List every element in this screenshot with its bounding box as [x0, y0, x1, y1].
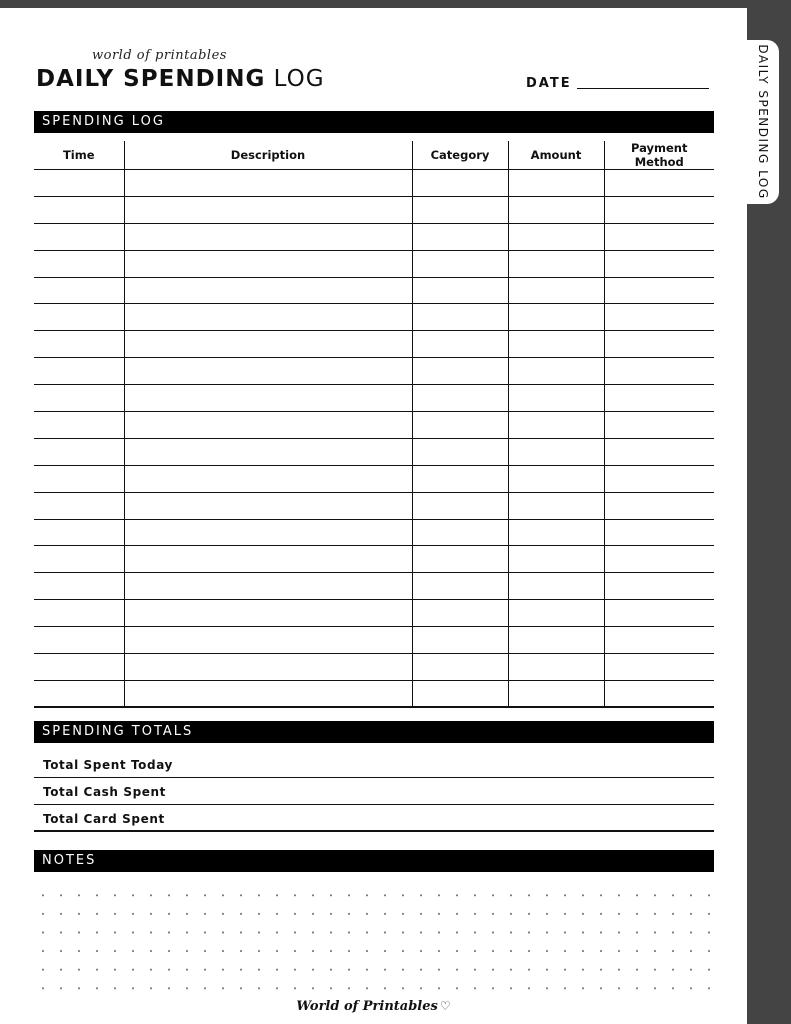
table-cell[interactable] [412, 519, 508, 546]
table-cell[interactable] [412, 412, 508, 439]
table-cell[interactable] [412, 250, 508, 277]
table-row [34, 250, 714, 277]
table-cell[interactable] [508, 438, 604, 465]
table-cell[interactable] [34, 654, 124, 681]
column-header-category: Category [412, 141, 508, 170]
table-row [34, 519, 714, 546]
table-cell[interactable] [412, 223, 508, 250]
table-cell[interactable] [124, 250, 412, 277]
heart-icon: ♡ [439, 999, 451, 1013]
table-cell[interactable] [508, 170, 604, 197]
table-cell[interactable] [604, 196, 714, 223]
spending-totals [34, 751, 714, 832]
table-cell[interactable] [412, 600, 508, 627]
table-cell[interactable] [412, 546, 508, 573]
table-cell[interactable] [508, 654, 604, 681]
table-row [34, 358, 714, 385]
table-cell[interactable] [412, 331, 508, 358]
table-cell[interactable] [604, 223, 714, 250]
spending-log-rows [34, 170, 714, 708]
table-cell[interactable] [34, 223, 124, 250]
table-cell[interactable] [508, 627, 604, 654]
table-cell[interactable] [124, 385, 412, 412]
table-cell[interactable] [34, 385, 124, 412]
spending-log-header: SPENDING LOG [34, 111, 714, 133]
table-cell[interactable] [34, 196, 124, 223]
table-row [34, 277, 714, 304]
spending-totals-header: SPENDING TOTALS [34, 721, 714, 743]
table-row [34, 438, 714, 465]
table-cell[interactable] [412, 358, 508, 385]
table-cell[interactable] [412, 680, 508, 707]
table-cell[interactable] [604, 358, 714, 385]
table-cell[interactable] [412, 573, 508, 600]
table-cell[interactable] [34, 438, 124, 465]
table-cell[interactable] [34, 277, 124, 304]
table-row [34, 170, 714, 197]
table-cell[interactable] [508, 385, 604, 412]
table-cell[interactable] [412, 304, 508, 331]
table-cell[interactable] [34, 170, 124, 197]
table-cell[interactable] [508, 358, 604, 385]
table-cell[interactable] [508, 223, 604, 250]
table-cell[interactable] [124, 331, 412, 358]
table-cell[interactable] [124, 277, 412, 304]
total-cash-spent-row[interactable]: Total Cash Spent [34, 778, 714, 805]
table-cell[interactable] [604, 573, 714, 600]
table-cell[interactable] [604, 250, 714, 277]
table-cell[interactable] [124, 170, 412, 197]
table-header-row [34, 141, 714, 170]
table-cell[interactable] [508, 277, 604, 304]
table-cell[interactable] [508, 600, 604, 627]
table-cell[interactable] [124, 412, 412, 439]
side-tab-label: DAILY SPENDING LOG [756, 44, 770, 200]
table-cell[interactable] [34, 573, 124, 600]
page-title [36, 66, 325, 92]
table-cell[interactable] [604, 680, 714, 707]
table-cell[interactable] [124, 546, 412, 573]
side-tab[interactable] [747, 40, 779, 204]
table-cell[interactable] [412, 438, 508, 465]
table-cell[interactable] [604, 519, 714, 546]
table-cell[interactable] [604, 170, 714, 197]
printable-page [0, 8, 747, 1024]
table-cell[interactable] [34, 358, 124, 385]
table-cell[interactable] [604, 304, 714, 331]
table-cell[interactable] [508, 331, 604, 358]
table-row [34, 573, 714, 600]
table-cell[interactable] [34, 250, 124, 277]
table-row [34, 223, 714, 250]
table-cell[interactable] [34, 546, 124, 573]
table-cell[interactable] [508, 196, 604, 223]
table-cell[interactable] [124, 465, 412, 492]
spending-log-table [34, 141, 714, 708]
table-cell[interactable] [604, 412, 714, 439]
table-cell[interactable] [604, 492, 714, 519]
column-header-time: Time [34, 141, 124, 170]
table-cell[interactable] [604, 465, 714, 492]
table-row [34, 546, 714, 573]
table-cell[interactable] [124, 627, 412, 654]
notes-header: NOTES [34, 850, 714, 872]
table-row [34, 331, 714, 358]
table-cell[interactable] [604, 385, 714, 412]
table-cell[interactable] [124, 304, 412, 331]
table-row [34, 627, 714, 654]
table-cell[interactable] [508, 573, 604, 600]
table-row [34, 412, 714, 439]
brand-script-logo: world of printables [92, 48, 227, 63]
table-cell[interactable] [604, 654, 714, 681]
footer-logo [0, 999, 747, 1014]
table-row [34, 492, 714, 519]
table-cell[interactable] [412, 654, 508, 681]
footer-brand-text: World of Printables [296, 999, 438, 1014]
date-write-line[interactable] [577, 88, 709, 89]
table-cell[interactable] [34, 412, 124, 439]
table-cell[interactable] [124, 196, 412, 223]
table-cell[interactable] [604, 546, 714, 573]
table-cell[interactable] [34, 680, 124, 707]
table-cell[interactable] [34, 492, 124, 519]
table-row [34, 600, 714, 627]
table-cell[interactable] [604, 438, 714, 465]
total-card-spent-row[interactable]: Total Card Spent [34, 805, 714, 832]
date-label: DATE [526, 76, 572, 91]
table-cell[interactable] [508, 680, 604, 707]
table-cell[interactable] [604, 627, 714, 654]
table-cell[interactable] [34, 304, 124, 331]
table-cell[interactable] [34, 331, 124, 358]
table-cell[interactable] [412, 385, 508, 412]
column-header-payment-method: Payment Method [604, 141, 714, 170]
table-cell[interactable] [508, 465, 604, 492]
table-cell[interactable] [412, 492, 508, 519]
table-row [34, 654, 714, 681]
table-row [34, 304, 714, 331]
table-cell[interactable] [412, 196, 508, 223]
column-header-description: Description [124, 141, 412, 170]
table-cell[interactable] [412, 465, 508, 492]
table-cell[interactable] [124, 680, 412, 707]
table-cell[interactable] [124, 438, 412, 465]
notes-dot-grid[interactable] [34, 886, 716, 992]
table-cell[interactable] [604, 600, 714, 627]
total-spent-today-row[interactable]: Total Spent Today [34, 751, 714, 778]
title-bold-part: DAILY SPENDING [36, 66, 266, 92]
table-cell[interactable] [412, 627, 508, 654]
table-cell[interactable] [124, 573, 412, 600]
table-cell[interactable] [508, 519, 604, 546]
column-header-amount: Amount [508, 141, 604, 170]
table-cell[interactable] [124, 358, 412, 385]
table-cell[interactable] [124, 600, 412, 627]
table-row [34, 465, 714, 492]
table-row [34, 680, 714, 707]
table-cell[interactable] [508, 412, 604, 439]
table-cell[interactable] [412, 277, 508, 304]
table-cell[interactable] [124, 519, 412, 546]
table-cell[interactable] [34, 627, 124, 654]
title-light-part: LOG [273, 66, 325, 92]
table-cell[interactable] [412, 170, 508, 197]
table-cell[interactable] [124, 223, 412, 250]
table-row [34, 196, 714, 223]
table-cell[interactable] [34, 519, 124, 546]
table-cell[interactable] [508, 546, 604, 573]
table-cell[interactable] [124, 654, 412, 681]
table-cell[interactable] [34, 465, 124, 492]
table-row [34, 385, 714, 412]
table-cell[interactable] [508, 492, 604, 519]
table-cell[interactable] [508, 250, 604, 277]
table-cell[interactable] [604, 331, 714, 358]
table-cell[interactable] [124, 492, 412, 519]
table-cell[interactable] [604, 277, 714, 304]
table-cell[interactable] [34, 600, 124, 627]
table-cell[interactable] [508, 304, 604, 331]
